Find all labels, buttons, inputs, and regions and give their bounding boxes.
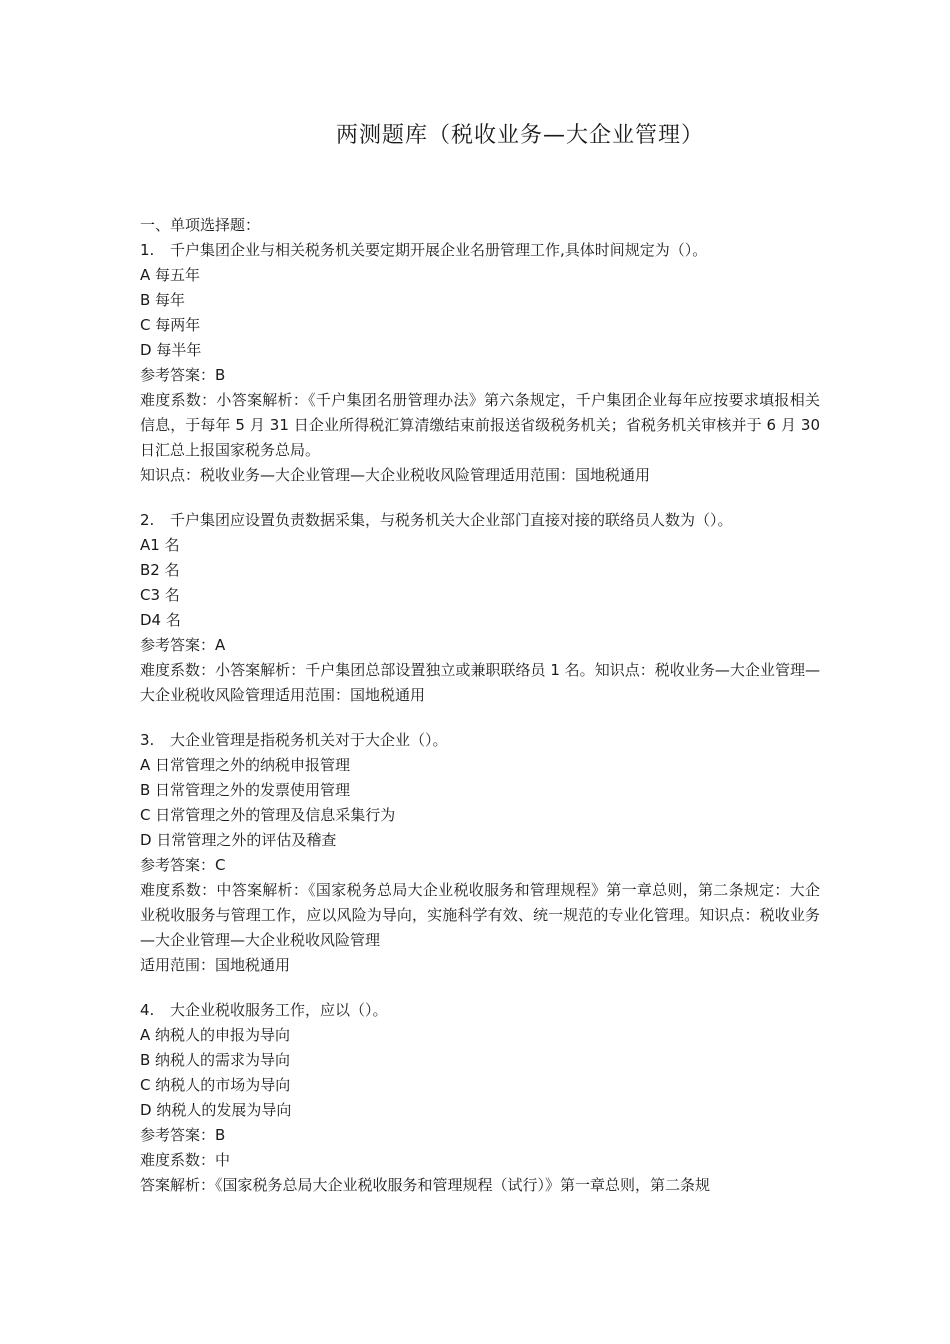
difficulty: 难度系数：中 bbox=[140, 1151, 231, 1169]
answer-explanation: 难度系数：中答案解析：《国家税务总局大企业税收服务和管理规程》第一章总则，第二条规定：大企业税收服务与管理工作，应以风险为导向，实施科学有效、统一规范的专业化管理。知识点：税收业务—大企业管理—大企业税收风险管理 bbox=[140, 881, 820, 949]
document-body bbox=[140, 213, 820, 1198]
question-text: 千户集团应设置负责数据采集，与税务机关大企业部门直接对接的联络员人数为（）。 bbox=[170, 511, 733, 529]
option-d: D 纳税人的发展为导向 bbox=[140, 1101, 292, 1119]
scope: 适用范围：国地税通用 bbox=[140, 956, 291, 974]
question-number: 3. bbox=[140, 731, 155, 749]
option-b: B 纳税人的需求为导向 bbox=[140, 1051, 291, 1069]
option-b: B 日常管理之外的发票使用管理 bbox=[140, 781, 351, 799]
option-a: A 日常管理之外的纳税申报管理 bbox=[140, 756, 351, 774]
answer-explanation: 难度系数：小答案解析：千户集团总部设置独立或兼职联络员 1 名。知识点：税收业务—大企业管理—大企业税收风险管理适用范围：国地税通用 bbox=[140, 661, 820, 704]
question-number: 1. bbox=[140, 241, 155, 259]
option-d: D 每半年 bbox=[140, 341, 202, 359]
section-heading: 一、单项选择题： bbox=[140, 216, 261, 234]
option-c: C 日常管理之外的管理及信息采集行为 bbox=[140, 806, 396, 824]
reference-answer: 参考答案：B bbox=[140, 366, 226, 384]
question-number: 4. bbox=[140, 1001, 155, 1019]
question-number: 2. bbox=[140, 511, 155, 529]
option-c: C3 名 bbox=[140, 586, 180, 604]
answer-explanation: 难度系数：小答案解析：《千户集团名册管理办法》第六条规定，千户集团企业每年应按要求填报相关信息，于每年 5 月 31 日企业所得税汇算清缴结束前报送省级税务机关；省税务机关审核并于 6 月 30 日汇总上报国家税务总局。 bbox=[140, 391, 820, 459]
reference-answer: 参考答案：A bbox=[140, 636, 226, 654]
reference-answer: 参考答案：B bbox=[140, 1126, 226, 1144]
option-d: D 日常管理之外的评估及稽查 bbox=[140, 831, 337, 849]
option-c: C 每两年 bbox=[140, 316, 201, 334]
question-4 bbox=[140, 998, 820, 1198]
knowledge-point: 知识点：税收业务—大企业管理—大企业税收风险管理适用范围：国地税通用 bbox=[140, 466, 651, 484]
option-a: A 每五年 bbox=[140, 266, 201, 284]
option-d: D4 名 bbox=[140, 611, 181, 629]
option-b: B 每年 bbox=[140, 291, 186, 309]
question-stem bbox=[140, 238, 820, 263]
option-b: B2 名 bbox=[140, 561, 180, 579]
option-a: A1 名 bbox=[140, 536, 180, 554]
question-stem bbox=[140, 508, 820, 533]
option-c: C 纳税人的市场为导向 bbox=[140, 1076, 291, 1094]
reference-answer: 参考答案：C bbox=[140, 856, 226, 874]
option-a: A 纳税人的申报为导向 bbox=[140, 1026, 291, 1044]
question-2 bbox=[140, 508, 820, 708]
question-text: 千户集团企业与相关税务机关要定期开展企业名册管理工作,具体时间规定为（）。 bbox=[170, 241, 708, 259]
answer-explanation: 答案解析：《国家税务总局大企业税收服务和管理规程（试行）》第一章总则，第二条规 bbox=[140, 1176, 711, 1194]
document-title: 两测题库（税收业务—大企业管理） bbox=[335, 123, 704, 148]
question-text: 大企业管理是指税务机关对于大企业（）。 bbox=[170, 731, 448, 749]
question-stem bbox=[140, 998, 820, 1023]
question-1 bbox=[140, 238, 820, 488]
question-stem bbox=[140, 728, 820, 753]
question-3 bbox=[140, 728, 820, 978]
question-text: 大企业税收服务工作，应以（）。 bbox=[170, 1001, 388, 1019]
